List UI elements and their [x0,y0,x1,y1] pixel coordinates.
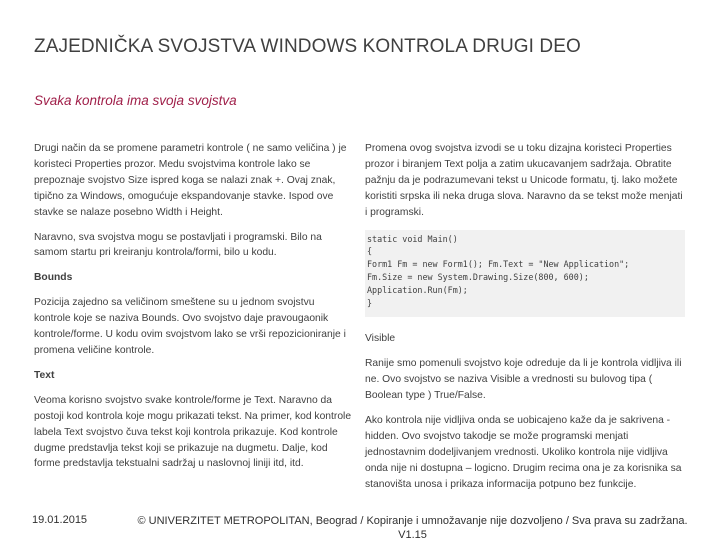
left-paragraph-text: Veoma korisno svojstvo svake kontrole/forme je Text. Naravno da postoji kod kontrola koje mogu prikazati tekst. Na primer, kod kontrole labela Text svojstvo čuva tekst koji kontrola prikazuje. Kod kontrole dugme predstavlja tekst koji se prikazuje na dugmetu. Dalje, kod forme predstavlja tekstualni sadržaj u naslovnoj liniji itd, itd. [34,394,352,470]
right-paragraph-hidden: Ako kontrola nije vidljiva onda se uobicajeno kaže da je sakrivena - hidden. Ovo svojstvo takodje se može programski menjati jednostavnim dodeljivanjem vrednosti. Ukoliko kontrola nije vidljiva onda nije ni dostupna – logicno. Drugim recima ona je za korisnika sa stanovišta unosa i prikaza informacija potpuno bez funkcije. [365,414,682,490]
code-block: static void Main() { Form1 Fm = new Form1(); Fm.Text = "New Application"; Fm.Size = new System.Drawing.Size(800, 600); Application.Run(Fm); } [365,230,685,318]
right-column [365,141,685,501]
heading-bounds: Bounds [34,272,73,284]
heading-visible: Visible [365,333,396,345]
left-column [34,141,352,481]
left-paragraph-properties: Drugi način da se promene parametri kontrole ( ne samo veličina ) je koristeci Properties prozor. Medu svojstvima kontrole lako se prepoznaje svojstvo Size ispred koga se nalazi znak +. Ovaj znak, tipično za Windows, omogućuje ekspandovanje stavke. Ispod ove stavke se nalaze posebno Width i Height. [34,143,347,218]
footer-copyright: © UNIVERZITET METROPOLITAN, Beograd / Kopiranje i umnožavanje nije dozvoljeno / Sva prava su zadržana. V1.15 [137,515,688,541]
right-paragraph-text-change: Promena ovog svojstva izvodi se u toku dizajna koristeci Properties prozor i biranjem Text polja a zatim ukucavanjem sadržaja. Obratite pažnju da je podrazumevani tekst u Unicode formatu, tj. lako možete koristiti srpska ili neka druga slova. Naravno da se tekst može menjati i programski. [365,143,683,218]
footer-date: 19.01.2015 [32,514,88,526]
heading-text: Text [34,369,55,381]
left-paragraph-programmatic: Naravno, sva svojstva mogu se postavljati i programski. Bilo na samom startu pri kreiranju kontrola/formi, bilo u kodu. [34,231,322,259]
slide-subtitle: Svaka kontrola ima svoja svojstva [34,93,237,108]
left-paragraph-bounds: Pozicija zajedno sa veličinom smeštene su u jednom svojstvu kontrole koje se naziva Bounds. Ovo svojstvo daje pravougaonik kontrole/forme. U kodu ovim svojstvom lako se vrši repozicioniranje i promena veličine kontrole. [34,297,346,356]
slide-title: ZAJEDNIČKA SVOJSTVA WINDOWS KONTROLA DRUGI DEO [34,36,581,57]
right-paragraph-visible: Ranije smo pomenuli svojstvo koje odreduje da li je kontrola vidljiva ili ne. Ovo svojstvo se naziva Visible a vrednosti su bulovog tipa ( Boolean type ) True/False. [365,358,682,402]
